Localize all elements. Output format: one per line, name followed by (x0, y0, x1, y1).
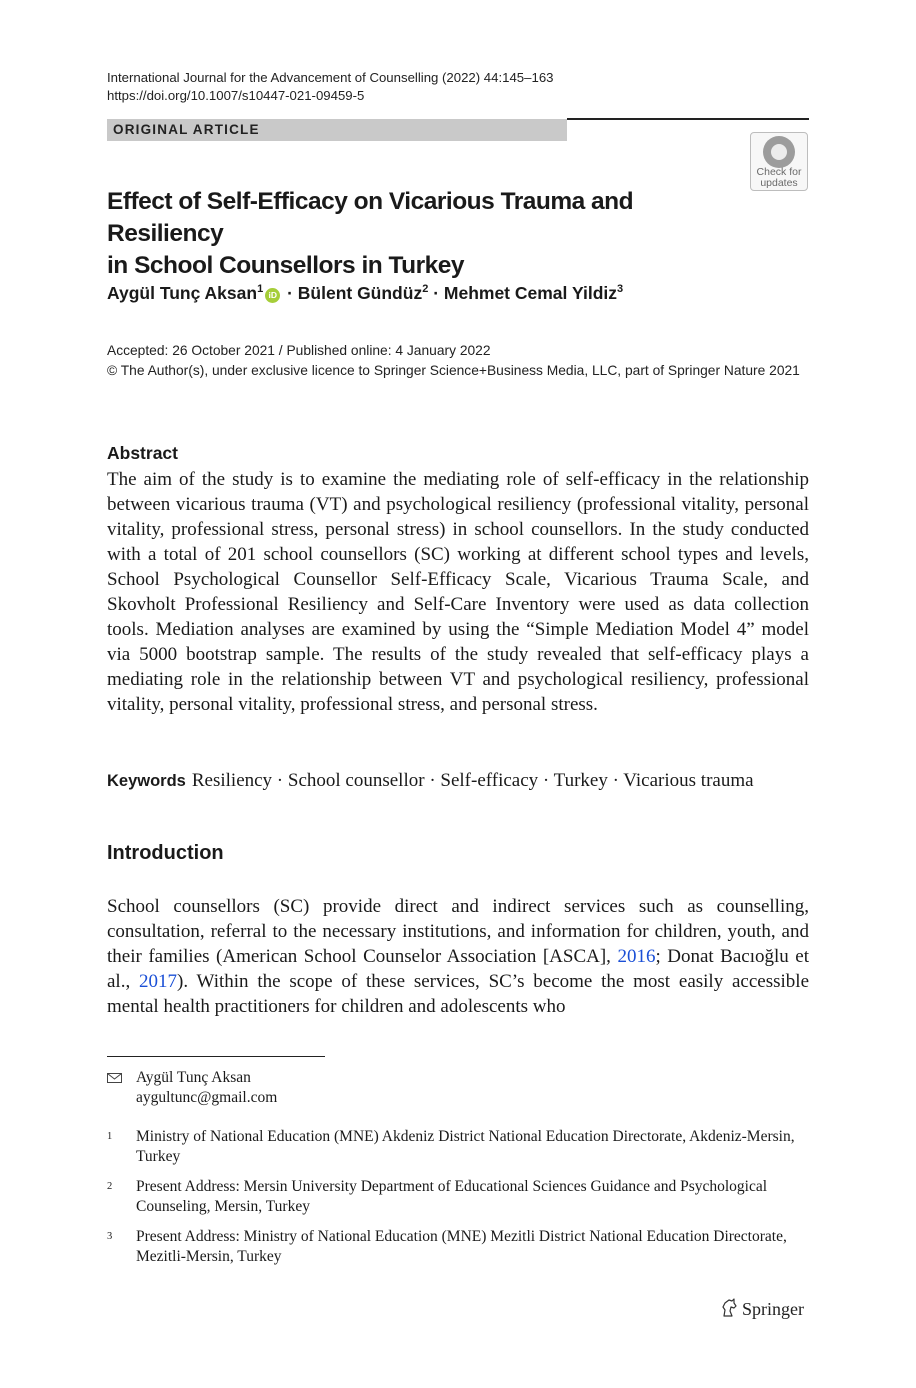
author-list (107, 283, 623, 304)
check-updates-label: Check for updates (756, 166, 802, 189)
journal-citation: International Journal for the Advancement of Counselling (2022) 44:145–163 (107, 70, 554, 85)
article-title (107, 186, 747, 282)
springer-horse-icon (720, 1298, 738, 1318)
author-affiliation-mark: 2 (422, 283, 429, 296)
title-line-2: in School Counsellors in Turkey (107, 252, 465, 279)
keywords-label: Keywords (107, 772, 186, 790)
publisher-name: Springer (742, 1299, 804, 1319)
check-updates-icon (763, 136, 795, 168)
doi-link[interactable]: https://doi.org/10.1007/s10447-021-09459-5 (107, 88, 365, 103)
affiliation-footnote (107, 1227, 809, 1269)
affiliation-footnote (107, 1127, 809, 1169)
author-separator: · (428, 283, 444, 303)
header-rule (567, 118, 809, 120)
footnote-mark: 1 (107, 1131, 113, 1142)
author-affiliation-mark: 3 (617, 283, 624, 296)
author-name[interactable]: Mehmet Cemal Yildiz (443, 283, 617, 303)
envelope-icon (107, 1073, 122, 1083)
footnote-rule (107, 1056, 325, 1057)
accepted-published-dates: Accepted: 26 October 2021 / Published online: 4 January 2022 (107, 343, 491, 358)
abstract-body: The aim of the study is to examine the mediating role of self-efficacy in the relationship between vicarious trauma (VT) and psychological resiliency (professional vitality, personal vitality, professional stress, personal stress) in school counsellors. In the study conducted with a total of 201 school counsellors (SC) working at different school types and levels, School Psychological Counsellor Self-Efficacy Scale, Vicarious Trauma Scale, and Skovholt Professional Resiliency and Self-Care Inventory were used as data collection tools. Mediation analyses are examined by using the “Simple Mediation Model 4” model via 5000 bootstrap sample. The results of the study revealed that self-efficacy plays a mediating role in the relationship between VT and psychological resiliency, professional vitality, personal vitality, professional stress, and personal stress. (107, 469, 809, 715)
author-name[interactable]: Aygül Tunç Aksan (107, 283, 258, 303)
citation-link[interactable]: 2016 (617, 946, 656, 967)
corresponding-author-footnote (107, 1068, 809, 1110)
introduction-heading: Introduction (107, 842, 224, 864)
journal-header (107, 69, 553, 105)
author-name[interactable]: Bülent Gündüz (297, 283, 423, 303)
footnote-text: Present Address: Ministry of National Education (MNE) Mezitli District National Education Directorate, Mezitli-Mersin, Turkey (136, 1228, 787, 1265)
keywords-row (107, 768, 754, 794)
footnote-text: Ministry of National Education (MNE) Akdeniz District National Education Directorate, Akdeniz-Mersin, Turkey (136, 1128, 795, 1165)
footnote-mark: 3 (107, 1231, 113, 1242)
check-for-updates-badge[interactable] (750, 132, 808, 191)
author-affiliation-mark: 1 (257, 283, 264, 296)
title-line-1: Effect of Self-Efficacy on Vicarious Trauma and Resiliency (107, 188, 634, 247)
corresponding-author-email[interactable]: aygultunc@gmail.com (136, 1089, 278, 1106)
footnote-text: Present Address: Mersin University Department of Educational Sciences Guidance and Psychological Counseling, Mersin, Turkey (136, 1178, 768, 1215)
copyright-notice: © The Author(s), under exclusive licence to Springer Science+Business Media, LLC, part of Springer Nature 2021 (107, 362, 800, 378)
footnote-mark: 2 (107, 1181, 113, 1192)
keywords-list: Resiliency · School counsellor · Self-efficacy · Turkey · Vicarious trauma (191, 770, 754, 791)
article-type-bar (107, 119, 567, 141)
corresponding-author-name: Aygül Tunç Aksan (136, 1069, 251, 1086)
author-separator: · (282, 283, 298, 303)
orcid-icon[interactable]: iD (265, 288, 280, 303)
introduction-body: School counsellors (SC) provide direct and indirect services such as counselling, consultation, referral to the necessary institutions, and information for children, youth, and their families (American School Counselor Association [ASCA], 2016; Donat Bacıoğlu et al., 2017). Within the scope of these services, SC’s become the most easily accessible mental health practitioners for children and adolescents who (107, 896, 809, 1017)
publication-dates (107, 341, 807, 380)
citation-link[interactable]: 2017 (139, 971, 178, 992)
affiliation-footnote (107, 1177, 809, 1219)
springer-logo (720, 1298, 804, 1320)
article-type-label: ORIGINAL ARTICLE (113, 122, 260, 137)
abstract-heading: Abstract (107, 443, 178, 463)
